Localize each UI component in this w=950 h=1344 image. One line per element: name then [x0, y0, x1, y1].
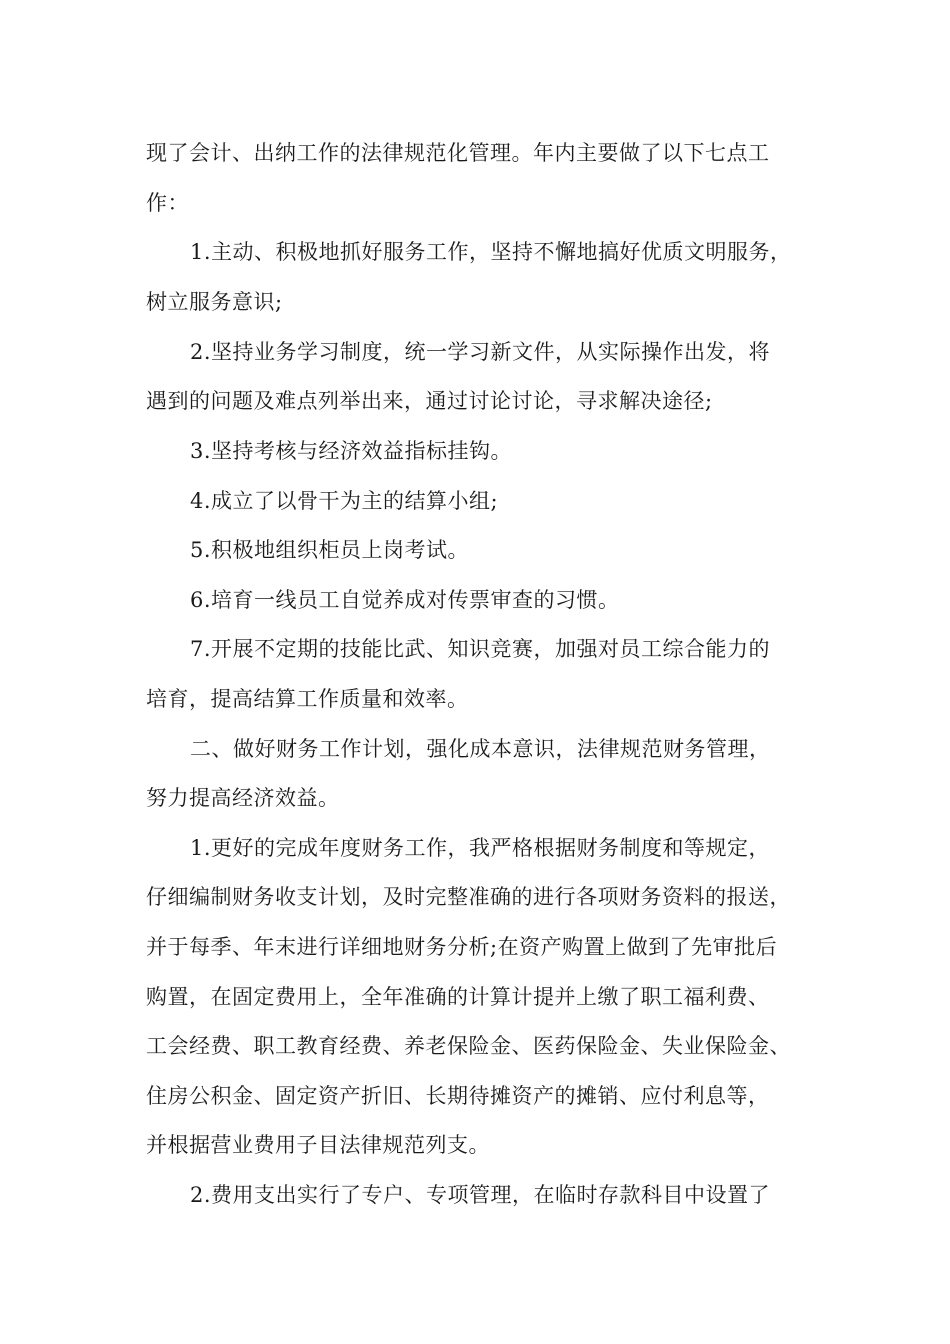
text-line: 培育，提高结算工作质量和效率。 — [146, 687, 469, 711]
text-line: 遇到的问题及难点列举出来，通过讨论讨论，寻求解决途径; — [146, 389, 713, 413]
text-line: 仔细编制财务收支计划，及时完整准确的进行各项财务资料的报送， — [146, 885, 791, 909]
section-heading: 努力提高经济效益。 — [146, 786, 340, 810]
text-line: 6.培育一线员工自觉养成对传票审查的习惯。 — [190, 588, 620, 612]
text-line: 现了会计、出纳工作的法律规范化管理。年内主要做了以下七点工 — [146, 141, 770, 165]
text-line: 购置，在固定费用上，全年准确的计算计提并上缴了职工福利费、 — [146, 985, 770, 1009]
text-line: 1.更好的完成年度财务工作，我严格根据财务制度和等规定， — [190, 836, 771, 860]
text-line: 作： — [146, 191, 189, 215]
text-line: 7.开展不定期的技能比武、知识竞赛，加强对员工综合能力的 — [190, 637, 771, 661]
text-line: 3.坚持考核与经济效益指标挂钩。 — [190, 439, 513, 463]
text-line: 树立服务意识; — [146, 290, 283, 314]
text-line: 4.成立了以骨干为主的结算小组; — [190, 489, 499, 513]
text-line: 5.积极地组织柜员上岗考试。 — [190, 538, 470, 562]
text-line: 2.坚持业务学习制度，统一学习新文件，从实际操作出发，将 — [190, 340, 771, 364]
text-line: 2.费用支出实行了专户、专项管理，在临时存款科目中设置了 — [190, 1183, 771, 1207]
text-line: 并于每季、年末进行详细地财务分析;在资产购置上做到了先审批后 — [146, 935, 778, 959]
text-line: 工会经费、职工教育经费、养老保险金、医药保险金、失业保险金、 — [146, 1034, 791, 1058]
text-line: 1.主动、积极地抓好服务工作，坚持不懈地搞好优质文明服务， — [190, 240, 792, 264]
text-line: 并根据营业费用子目法律规范列支。 — [146, 1133, 490, 1157]
section-heading: 二、做好财务工作计划，强化成本意识，法律规范财务管理， — [190, 737, 771, 761]
text-line: 住房公积金、固定资产折旧、长期待摊资产的摊销、应付利息等， — [146, 1084, 770, 1108]
